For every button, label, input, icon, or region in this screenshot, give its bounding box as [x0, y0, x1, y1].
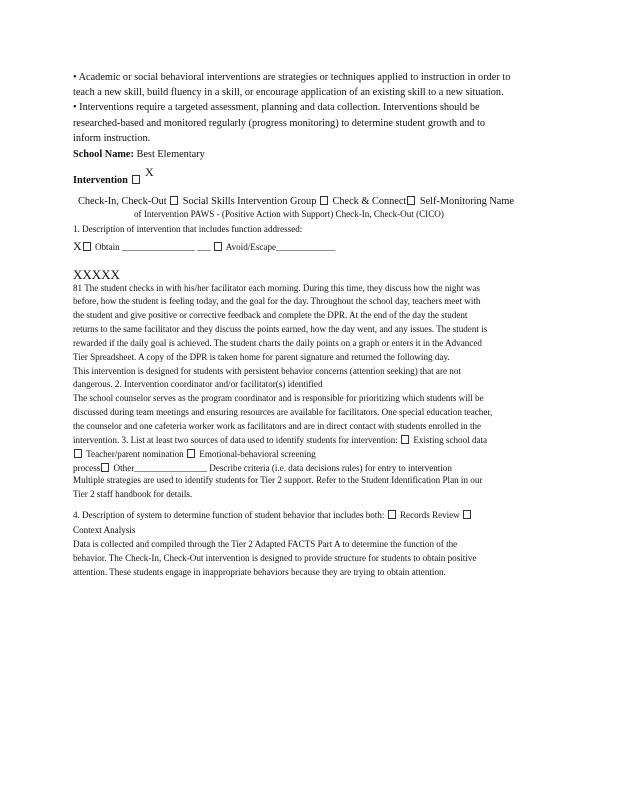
context-analysis-heading: Context Analysis — [73, 525, 136, 535]
marks-xxxxx: XXXXX — [73, 267, 120, 282]
checkbox-icon — [101, 463, 109, 472]
body-line-4: returns to the same facilitator and they discuss the points earned, how the day went, and any issues. The student is — [73, 324, 488, 334]
avoid-option: Avoid/Escape_____________ — [223, 242, 336, 252]
body-line-16: Tier 2 staff handbook for details. — [73, 489, 193, 499]
body-line-10: discussed during team meetings and ensuring resources are available for facilitators. One special education teacher, — [73, 407, 493, 417]
obtain-mark: X — [73, 239, 82, 253]
school-name-value: Best Elementary — [133, 149, 205, 160]
existing-school-data: Existing school data — [411, 435, 488, 445]
intervention-options-line-1 — [78, 196, 514, 207]
body-line-9: The school counselor serves as the program coordinator and is responsible for prioritizing which students will be — [73, 393, 484, 403]
intervention-label: Intervention — [73, 175, 128, 186]
intervention-mark: X — [145, 165, 154, 179]
body-line-15: Multiple strategies are used to identify students for Tier 2 support. Refer to the Student Identification Plan in our — [73, 475, 483, 485]
intro-line-4: researched-based and monitored regularly (progress monitoring) to determine student growth and to — [73, 118, 486, 129]
checkbox-icon — [401, 435, 409, 444]
body-line-3: the student and give positive or corrective feedback and complete the DPR. At the end of the day the student — [73, 310, 468, 320]
option-check-in-check-out: Check-In, Check-Out — [78, 196, 167, 207]
question-4-text: 4. Description of system to determine function of student behavior that includes both: — [73, 510, 385, 520]
body-line-6: Tier Spreadsheet. A copy of the DPR is taken home for parent signature and returned the following day. — [73, 352, 450, 362]
intervention-options-line-2: of Intervention PAWS - (Positive Action with Support) Check-In, Check-Out (CICO) — [134, 209, 444, 219]
checkbox-icon — [320, 196, 328, 205]
emotional-behavioral-screening: Emotional-behavioral screening — [196, 449, 316, 459]
checkbox-icon — [132, 175, 140, 184]
body-line-2: before, how the student is feeling today, and the goal for the day. Throughout the school day, teachers meet with — [73, 296, 481, 306]
body-line-5: rewarded if the daily goal is achieved. The student charts the daily points on a graph or enters it in the Advanced — [73, 338, 482, 348]
checkbox-icon — [74, 449, 82, 458]
checkbox-icon — [170, 196, 178, 205]
context-line-1: Data is collected and compiled through the Tier 2 Adapted FACTS Part A to determine the function of the — [73, 539, 458, 549]
intervention-heading — [73, 175, 142, 186]
checkbox-icon — [187, 449, 195, 458]
records-review: Records Review — [397, 510, 460, 520]
checkbox-icon — [388, 510, 396, 519]
school-name-row — [73, 150, 205, 160]
option-social-skills: Social Skills Intervention Group — [182, 196, 317, 207]
process-label: process — [73, 463, 101, 473]
body-line-1: 81 The student checks in with his/her facilitator each morning. During this time, they discuss how the night was — [73, 283, 480, 293]
question-1-answers — [73, 240, 335, 252]
other-criteria: Other________________ Describe criteria (i.e. data decisions rules) for entry to intervention — [111, 463, 452, 473]
body-line-12 — [73, 435, 487, 445]
intro-line-5: inform instruction. — [73, 133, 151, 144]
context-line-2: behavior. The Check-In, Check-Out intervention is designed to provide structure for students to obtain positive — [73, 553, 477, 563]
checkbox-icon — [407, 196, 415, 205]
obtain-option: Obtain ________________ ___ — [92, 242, 211, 252]
school-name-label: School Name: — [73, 149, 134, 160]
intro-line-1: • Academic or social behavioral interventions are strategies or techniques applied to instruction in order to — [73, 72, 511, 83]
body-line-14 — [73, 463, 452, 473]
context-line-3: attention. These students engage in inappropriate behaviors because they are trying to obtain attention. — [73, 567, 446, 577]
body-line-13 — [73, 449, 316, 459]
question-3: intervention. 3. List at least two sources of data used to identify students for intervention: — [73, 435, 398, 445]
checkbox-icon — [463, 510, 471, 519]
checkbox-icon — [214, 242, 222, 251]
option-self-monitoring: Self-Monitoring Name — [419, 196, 514, 207]
question-4 — [73, 510, 473, 520]
intro-line-2: teach a new skill, build fluency in a skill, or encourage application of an existing skill to a new situation. — [73, 87, 504, 98]
intro-line-3: • Interventions require a targeted assessment, planning and data collection. Interventions should be — [73, 102, 480, 113]
body-line-8: dangerous. 2. Intervention coordinator and/or facilitator(s) identified — [73, 379, 323, 389]
checkbox-icon — [83, 242, 91, 251]
body-line-7: This intervention is designed for students with persistent behavior concerns (attention seeking) that are not — [73, 366, 461, 376]
teacher-parent-nomination: Teacher/parent nomination — [86, 449, 184, 459]
question-1: 1. Description of intervention that includes function addressed: — [73, 224, 303, 234]
body-line-11: the counselor and one cafeteria worker work as facilitators and are in direct contact with students enrolled in the — [73, 421, 482, 431]
option-check-connect: Check & Connect — [332, 196, 407, 207]
